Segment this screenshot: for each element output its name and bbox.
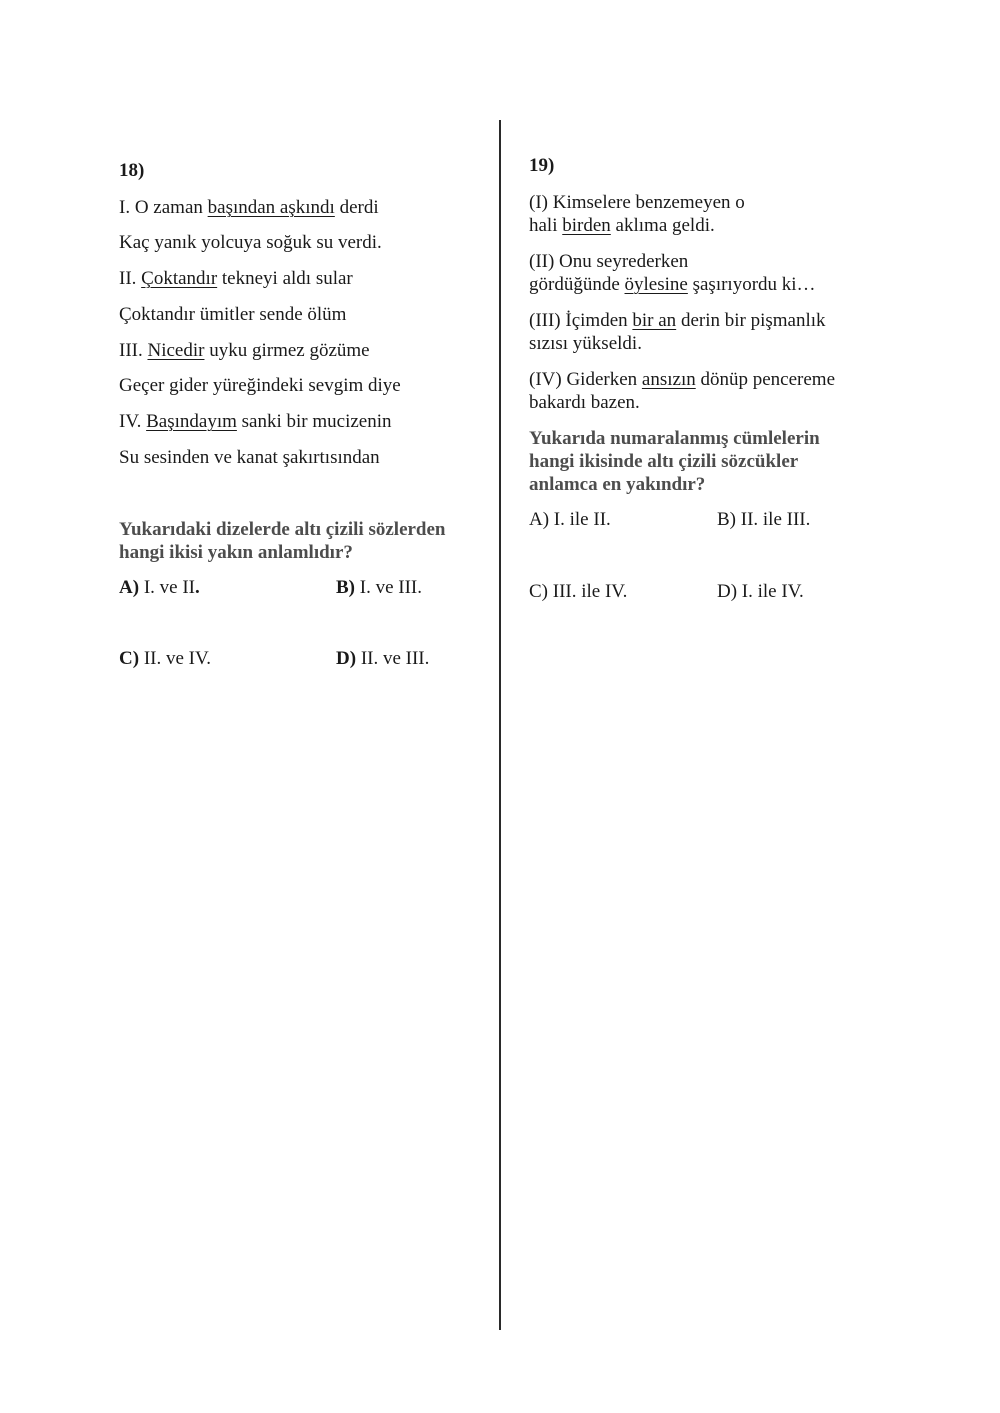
q18-underlined-phrase-4: Başındayım xyxy=(146,411,237,432)
q18-line-2: Kaç yanık yolcuya soğuk su verdi. xyxy=(119,232,382,253)
q18-option-d[interactable]: D) II. ve III. xyxy=(336,648,430,669)
q19-underlined-word-4: ansızın xyxy=(641,369,696,390)
q18-underlined-phrase-3: Nicedir xyxy=(147,340,205,361)
q19-sentence-3: (III) İçimden bir an derin bir pişmanlık sızısı yükseldi. xyxy=(529,310,826,354)
q19-sentence-4: (IV) Giderken ansızın dönüp pencereme bakardı bazen. xyxy=(529,369,836,413)
question-18-number: 18) xyxy=(119,160,145,181)
column-divider xyxy=(499,120,501,1330)
q19-sentence-2: (II) Onu seyrederken gördüğünde öylesine şaşırıyordu ki… xyxy=(529,251,816,295)
q18-line-3: II. Çoktandır tekneyi aldı sular xyxy=(119,268,353,289)
q18-line-6: Geçer gider yüreğindeki sevgim diye xyxy=(119,375,401,396)
q18-line-8: Su sesinden ve kanat şakırtısından xyxy=(119,447,380,468)
q18-question-text: Yukarıdaki dizelerde altı çizili sözlerden hangi ikisi yakın anlamlıdır? xyxy=(119,519,446,563)
q19-option-b[interactable]: B) II. ile III. xyxy=(717,509,811,530)
q18-underlined-phrase-1: başından aşkındı xyxy=(207,197,335,218)
q19-option-c[interactable]: C) III. ile IV. xyxy=(529,581,628,602)
q19-sentence-1: (I) Kimselere benzemeyen o hali birden aklıma geldi. xyxy=(529,192,745,236)
q19-underlined-word-3: bir an xyxy=(632,310,677,331)
question-19-number: 19) xyxy=(529,155,555,176)
q19-underlined-word-1: birden xyxy=(562,215,611,236)
q18-line-1: I. O zaman başından aşkındı derdi xyxy=(119,197,379,218)
q18-option-b[interactable]: B) I. ve III. xyxy=(336,577,422,598)
q19-question-text: Yukarıda numaralanmış cümlelerin hangi ikisinde altı çizili sözcükler anlamca en yakındır? xyxy=(529,428,820,495)
q19-option-d[interactable]: D) I. ile IV. xyxy=(717,581,804,602)
q18-underlined-phrase-2: Çoktandır xyxy=(141,268,218,289)
q19-option-a[interactable]: A) I. ile II. xyxy=(529,509,611,530)
q18-option-c[interactable]: C) II. ve IV. xyxy=(119,648,211,669)
q18-line-4: Çoktandır ümitler sende ölüm xyxy=(119,304,347,325)
q19-underlined-word-2: öylesine xyxy=(624,274,688,295)
q18-line-5: III. Nicedir uyku girmez gözüme xyxy=(119,340,370,361)
q18-option-a[interactable]: A) I. ve II. xyxy=(119,577,200,598)
q18-line-7: IV. Başındayım sanki bir mucizenin xyxy=(119,411,392,432)
